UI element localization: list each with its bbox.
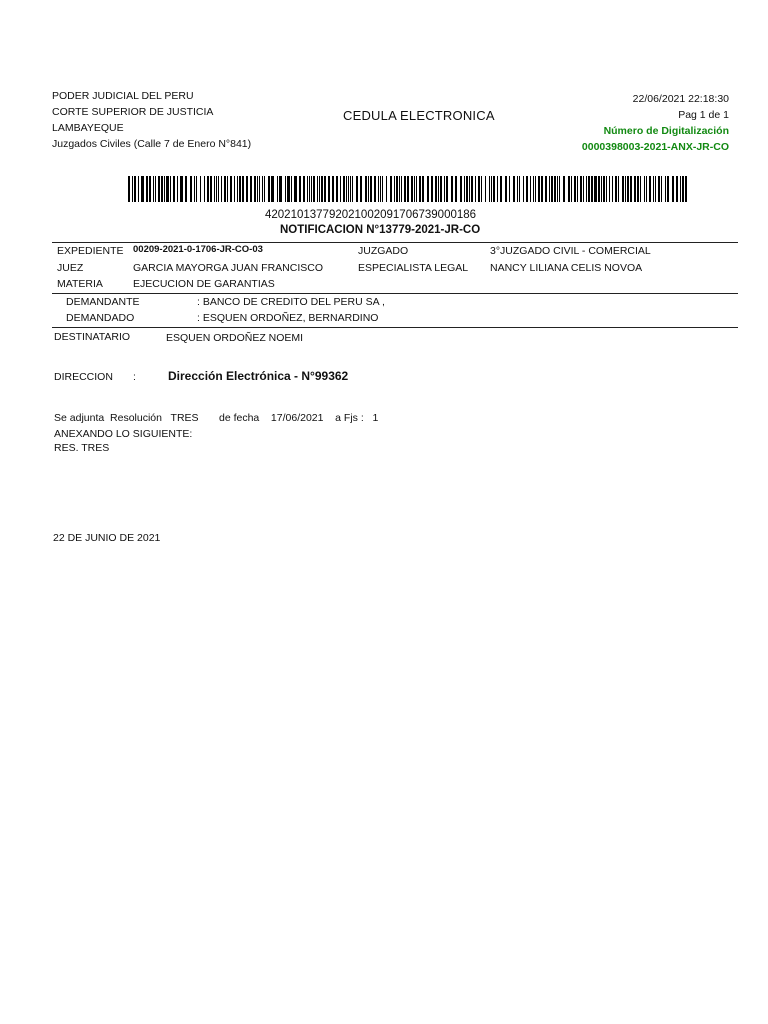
barcode	[128, 176, 688, 202]
barcode-bar	[568, 176, 570, 202]
barcode-bar	[250, 176, 252, 202]
print-datetime: 22/06/2021 22:18:30	[632, 93, 729, 105]
res-line: RES. TRES	[54, 442, 110, 454]
barcode-bar	[271, 176, 274, 202]
barcode-bar	[500, 176, 502, 202]
barcode-bar	[214, 176, 215, 202]
barcode-bar	[489, 176, 490, 202]
barcode-graphic	[128, 176, 688, 202]
barcode-bar	[246, 176, 248, 202]
barcode-bar	[509, 176, 510, 202]
barcode-bar	[444, 176, 445, 202]
demandado-label: DEMANDADO	[66, 312, 135, 324]
barcode-bar	[221, 176, 222, 202]
barcode-bar	[606, 176, 607, 202]
anexando-line: ANEXANDO LO SIGUIENTE:	[54, 428, 193, 440]
barcode-bar	[216, 176, 217, 202]
document-title: CEDULA ELECTRONICA	[343, 108, 495, 123]
barcode-bar	[155, 176, 156, 202]
barcode-bar	[612, 176, 613, 202]
header-meta	[582, 91, 729, 155]
barcode-bar	[649, 176, 651, 202]
barcode-bar	[517, 176, 518, 202]
barcode-bar	[138, 176, 139, 202]
barcode-bar	[469, 176, 470, 202]
barcode-bar	[609, 176, 610, 202]
barcode-bar	[170, 176, 171, 202]
barcode-bar	[324, 176, 326, 202]
barcode-bar	[622, 176, 624, 202]
barcode-bar	[368, 176, 369, 202]
barcode-bar	[519, 176, 520, 202]
barcode-bar	[277, 176, 278, 202]
barcode-bar	[618, 176, 619, 202]
barcode-bar	[194, 176, 195, 202]
barcode-bar	[466, 176, 468, 202]
barcode-bar	[446, 176, 448, 202]
barcode-bar	[336, 176, 338, 202]
barcode-bar	[378, 176, 379, 202]
barcode-bar	[676, 176, 678, 202]
barcode-bar	[481, 176, 482, 202]
barcode-bar	[343, 176, 345, 202]
barcode-bar	[435, 176, 437, 202]
barcode-bar	[321, 176, 323, 202]
barcode-bar	[541, 176, 543, 202]
barcode-bar	[234, 176, 235, 202]
barcode-bar	[523, 176, 524, 202]
barcode-bar	[262, 176, 263, 202]
barcode-bar	[427, 176, 429, 202]
barcode-bar	[422, 176, 424, 202]
barcode-bar	[471, 176, 473, 202]
barcode-bar	[332, 176, 334, 202]
barcode-bar	[538, 176, 540, 202]
materia-label: MATERIA	[57, 278, 103, 290]
expediente-label: EXPEDIENTE	[57, 245, 124, 257]
barcode-bar	[307, 176, 308, 202]
barcode-bar	[658, 176, 660, 202]
barcode-bar	[146, 176, 148, 202]
barcode-bar	[237, 176, 238, 202]
barcode-bar	[634, 176, 636, 202]
barcode-bar	[497, 176, 498, 202]
barcode-bar	[588, 176, 590, 202]
barcode-bar	[574, 176, 576, 202]
barcode-bar	[242, 176, 244, 202]
barcode-bar	[680, 176, 681, 202]
barcode-bar	[505, 176, 507, 202]
barcode-bar	[287, 176, 290, 202]
barcode-bar	[204, 176, 205, 202]
barcode-bar	[682, 176, 684, 202]
barcode-bar	[464, 176, 465, 202]
barcode-bar	[210, 176, 212, 202]
barcode-bar	[563, 176, 565, 202]
destinatario-value: ESQUEN ORDOÑEZ NOEMI	[166, 332, 304, 344]
barcode-bar	[513, 176, 515, 202]
barcode-bar	[594, 176, 597, 202]
barcode-bar	[309, 176, 310, 202]
barcode-bar	[227, 176, 228, 202]
adjunta-line: Se adjunta Resolución TRES de fecha 17/06/2021 a Fjs : 1	[54, 412, 379, 424]
digitization-number: 0000398003-2021-ANX-JR-CO	[581, 141, 729, 153]
barcode-bar	[407, 176, 409, 202]
barcode-bar	[644, 176, 645, 202]
barcode-bar	[319, 176, 320, 202]
expediente-value: 00209-2021-0-1706-JR-CO-03	[133, 244, 263, 255]
juzgado-label: JUZGADO	[358, 245, 409, 257]
barcode-number: 420210137792021002091706739000186	[265, 209, 477, 221]
barcode-bar	[396, 176, 398, 202]
barcode-bar	[460, 176, 462, 202]
barcode-bar	[153, 176, 154, 202]
barcode-bar	[526, 176, 528, 202]
barcode-bar	[285, 176, 286, 202]
barcode-bar	[667, 176, 669, 202]
barcode-bar	[132, 176, 133, 202]
barcode-bar	[374, 176, 376, 202]
barcode-bar	[661, 176, 662, 202]
barcode-bar	[134, 176, 136, 202]
barcode-bar	[665, 176, 666, 202]
barcode-bar	[416, 176, 417, 202]
barcode-bar	[386, 176, 387, 202]
barcode-bar	[239, 176, 241, 202]
barcode-bar	[370, 176, 372, 202]
barcode-bar	[390, 176, 392, 202]
document-date: 22 DE JUNIO DE 2021	[53, 532, 161, 544]
barcode-bar	[380, 176, 381, 202]
digitization-label: Número de Digitalización	[603, 125, 729, 137]
barcode-bar	[394, 176, 395, 202]
barcode-bar	[259, 176, 260, 202]
divider-parties-top	[52, 293, 738, 294]
demandante-value: : BANCO DE CREDITO DEL PERU SA ,	[197, 296, 385, 308]
barcode-bar	[431, 176, 433, 202]
barcode-bar	[530, 176, 531, 202]
page-number: Pag 1 de 1	[678, 109, 729, 121]
barcode-bar	[207, 176, 209, 202]
destinatario-label: DESTINATARIO	[54, 331, 131, 343]
barcode-bar	[591, 176, 593, 202]
barcode-bar	[653, 176, 654, 202]
barcode-bar	[177, 176, 178, 202]
barcode-bar	[254, 176, 256, 202]
barcode-bar	[190, 176, 192, 202]
demandante-label: DEMANDANTE	[66, 296, 140, 308]
direccion-label: DIRECCION	[54, 371, 113, 383]
barcode-bar	[360, 176, 362, 202]
barcode-bar	[224, 176, 226, 202]
direccion-value: Dirección Electrónica - N°99362	[168, 369, 349, 383]
juez-label: JUEZ	[57, 262, 84, 274]
barcode-bar	[625, 176, 626, 202]
barcode-bar	[627, 176, 629, 202]
barcode-bar	[365, 176, 367, 202]
barcode-bar	[279, 176, 282, 202]
barcode-bar	[485, 176, 486, 202]
barcode-bar	[173, 176, 175, 202]
divider-top	[52, 242, 738, 243]
barcode-bar	[350, 176, 351, 202]
barcode-bar	[401, 176, 402, 202]
barcode-bar	[313, 176, 315, 202]
barcode-bar	[185, 176, 187, 202]
barcode-bar	[356, 176, 358, 202]
barcode-bar	[672, 176, 674, 202]
barcode-bar	[230, 176, 232, 202]
barcode-bar	[554, 176, 556, 202]
barcode-bar	[637, 176, 639, 202]
barcode-bar	[493, 176, 495, 202]
notification-number: NOTIFICACION N°13779-2021-JR-CO	[280, 224, 481, 236]
barcode-bar	[200, 176, 201, 202]
barcode-bar	[346, 176, 347, 202]
barcode-bar	[340, 176, 341, 202]
barcode-bar	[196, 176, 197, 202]
divider-parties-bottom	[52, 327, 738, 328]
barcode-bar	[598, 176, 600, 202]
barcode-bar	[404, 176, 406, 202]
barcode-bar	[583, 176, 584, 202]
barcode-bar	[311, 176, 312, 202]
barcode-bar	[440, 176, 442, 202]
barcode-bar	[491, 176, 492, 202]
barcode-bar	[640, 176, 641, 202]
court-line-3: LAMBAYEQUE	[52, 122, 124, 134]
barcode-bar	[586, 176, 587, 202]
barcode-bar	[164, 176, 165, 202]
barcode-bar	[646, 176, 647, 202]
barcode-bar	[475, 176, 476, 202]
barcode-bar	[264, 176, 265, 202]
especialista-value: NANCY LILIANA CELIS NOVOA	[490, 262, 643, 274]
barcode-bar	[571, 176, 572, 202]
barcode-bar	[615, 176, 617, 202]
barcode-bar	[601, 176, 602, 202]
barcode-bar	[551, 176, 553, 202]
barcode-bar	[352, 176, 353, 202]
barcode-bar	[630, 176, 632, 202]
barcode-bar	[411, 176, 413, 202]
barcode-bar	[549, 176, 550, 202]
barcode-bar	[348, 176, 349, 202]
court-line-2: CORTE SUPERIOR DE JUSTICIA	[52, 106, 214, 118]
barcode-bar	[299, 176, 301, 202]
barcode-bar	[557, 176, 558, 202]
barcode-bar	[149, 176, 151, 202]
barcode-bar	[685, 176, 687, 202]
barcode-bar	[317, 176, 318, 202]
juez-value: GARCIA MAYORGA JUAN FRANCISCO	[133, 262, 323, 274]
barcode-bar	[328, 176, 330, 202]
court-line-1: PODER JUDICIAL DEL PERU	[52, 90, 194, 102]
barcode-bar	[382, 176, 383, 202]
especialista-label: ESPECIALISTA LEGAL	[358, 262, 469, 274]
barcode-bar	[161, 176, 163, 202]
barcode-bar	[559, 176, 560, 202]
barcode-bar	[294, 176, 297, 202]
direccion-colon: :	[133, 371, 136, 383]
barcode-bar	[180, 176, 183, 202]
court-line-4: Juzgados Civiles (Calle 7 de Enero N°841)	[52, 138, 252, 150]
barcode-bar	[419, 176, 421, 202]
demandado-value: : ESQUEN ORDOÑEZ, BERNARDINO	[197, 312, 379, 324]
barcode-bar	[399, 176, 400, 202]
barcode-bar	[303, 176, 305, 202]
barcode-bar	[268, 176, 270, 202]
barcode-bar	[158, 176, 160, 202]
barcode-bar	[455, 176, 457, 202]
barcode-bar	[545, 176, 547, 202]
barcode-bar	[141, 176, 144, 202]
court-info	[52, 88, 251, 152]
barcode-bar	[603, 176, 605, 202]
juzgado-value: 3°JUZGADO CIVIL - COMERCIAL	[490, 245, 651, 257]
barcode-bar	[257, 176, 258, 202]
barcode-bar	[166, 176, 169, 202]
barcode-bar	[414, 176, 415, 202]
barcode-bar	[291, 176, 292, 202]
barcode-bar	[655, 176, 656, 202]
barcode-bar	[451, 176, 453, 202]
barcode-bar	[580, 176, 582, 202]
barcode-bar	[535, 176, 536, 202]
barcode-bar	[218, 176, 219, 202]
barcode-bar	[128, 176, 130, 202]
barcode-bar	[478, 176, 480, 202]
barcode-bar	[533, 176, 534, 202]
materia-value: EJECUCION DE GARANTIAS	[133, 278, 275, 290]
barcode-bar	[577, 176, 578, 202]
barcode-bar	[438, 176, 439, 202]
